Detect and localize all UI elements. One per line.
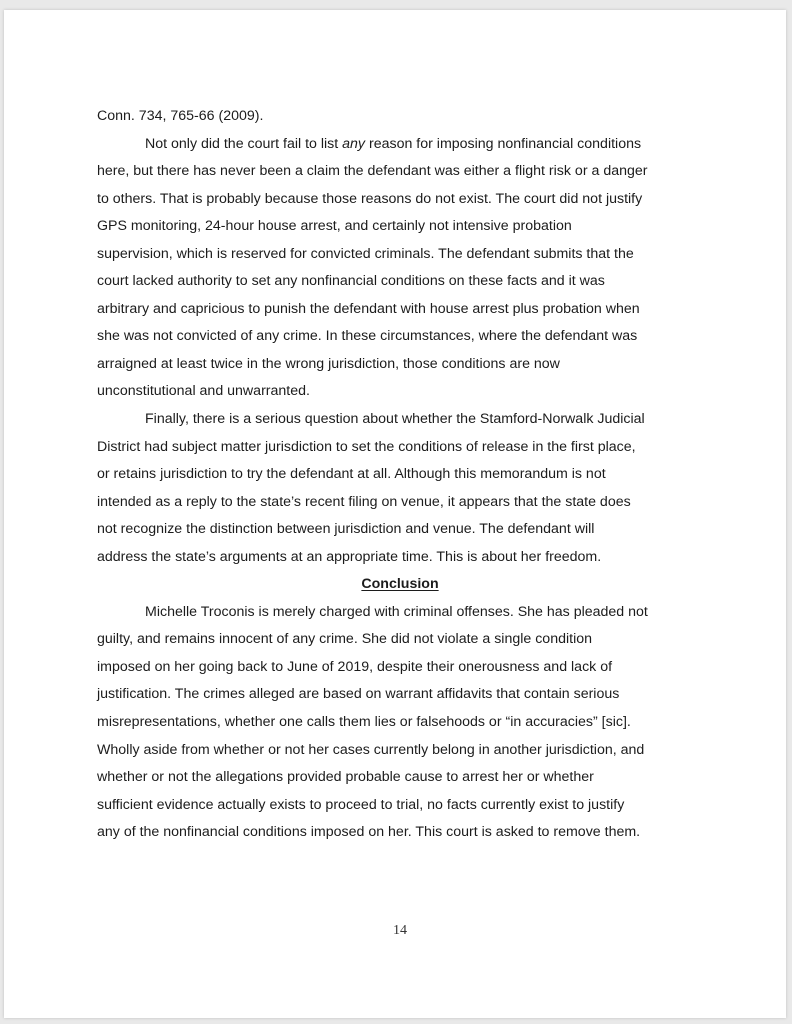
paragraph-2-line: not recognize the distinction between jurisdiction and venue. The defendant will: [97, 521, 595, 538]
paragraph-2-line: or retains jurisdiction to try the defendant at all. Although this memorandum is not: [97, 466, 606, 483]
paragraph-3-line: any of the nonfinancial conditions imposed on her. This court is asked to remove them.: [97, 824, 641, 841]
paragraph-3-line: whether or not the allegations provided probable cause to arrest her or whether: [97, 769, 594, 786]
paragraph-1-line: court lacked authority to set any nonfinancial conditions on these facts and it was: [97, 273, 605, 290]
emphasized-word: any: [342, 135, 366, 152]
paragraph-1-line: she was not convicted of any crime. In these circumstances, where the defendant was: [97, 328, 638, 345]
paragraph-1-line-1: [97, 131, 697, 159]
paragraph-1-line: arraigned at least twice in the wrong jurisdiction, those conditions are now: [97, 355, 560, 372]
paragraph-1-line: GPS monitoring, 24-hour house arrest, and certainly not intensive probation: [97, 218, 572, 235]
section-heading: [103, 571, 697, 599]
page-number: 14: [393, 923, 407, 938]
paragraph-1-line: here, but there has never been a claim the defendant was either a flight risk or a danger: [97, 163, 648, 180]
conclusion-heading-text: Conclusion: [361, 576, 439, 593]
paragraph-1-line: supervision, which is reserved for convicted criminals. The defendant submits that the: [97, 245, 634, 262]
paragraph-3-line: Wholly aside from whether or not her cases currently belong in another jurisdiction, and: [97, 741, 645, 758]
paragraph-3-line: guilty, and remains innocent of any crime. She did not violate a single condition: [97, 631, 593, 648]
paragraph-2-line: address the state’s arguments at an appropriate time. This is about her freedom.: [97, 548, 602, 565]
paragraph-2-line: Finally, there is a serious question about whether the Stamford-Norwalk Judicial: [145, 411, 645, 428]
document-page: [4, 10, 786, 1018]
paragraph-3-line: misrepresentations, whether one calls them lies or falsehoods or “in accuracies” [sic].: [97, 714, 631, 731]
paragraph-2-line: District had subject matter jurisdiction to set the conditions of release in the first place,: [97, 438, 636, 455]
text-fragment: reason for imposing nonfinancial conditions: [365, 135, 642, 152]
paragraph-3-line: sufficient evidence actually exists to proceed to trial, no facts currently exist to justify: [97, 796, 625, 813]
paragraph-1-line: unconstitutional and unwarranted.: [97, 383, 310, 400]
paragraph-2-line: intended as a reply to the state’s recent filing on venue, it appears that the state does: [97, 493, 631, 510]
document-body: [97, 103, 697, 847]
paragraph-3-line: justification. The crimes alleged are based on warrant affidavits that contain serious: [97, 686, 620, 703]
text-fragment: Not only did the court fail to list: [145, 135, 343, 152]
paragraph-1-line: arbitrary and capricious to punish the defendant with house arrest plus probation when: [97, 300, 640, 317]
paragraph-3-line: imposed on her going back to June of 2019, despite their onerousness and lack of: [97, 658, 613, 675]
citation-line: Conn. 734, 765-66 (2009).: [97, 108, 264, 124]
paragraph-1-line: to others. That is probably because those reasons do not exist. The court did not justify: [97, 190, 643, 207]
paragraph-3-line: Michelle Troconis is merely charged with criminal offenses. She has pleaded not: [145, 603, 648, 620]
